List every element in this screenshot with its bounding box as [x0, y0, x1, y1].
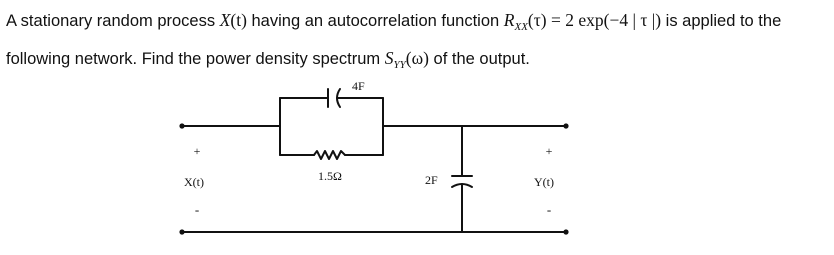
problem-text-3: is applied to the following network. Find the power density spectrum: [6, 12, 782, 68]
input-minus-sign: -: [194, 202, 200, 217]
shunt-capacitor-label: 2F: [425, 173, 438, 187]
autocorrelation-expression: $R_{XX}(\tau) = 2$ exp(−4 | τ |): [503, 10, 662, 33]
problem-text-2: having an autocorrelation function: [246, 12, 504, 30]
input-terminal-bottom: [179, 229, 184, 234]
problem-text-4: of the output.: [428, 50, 530, 68]
output-psd-symbol: $S_{YY}(\omega)$: [384, 48, 429, 71]
input-terminal-top: [179, 123, 184, 128]
output-minus-sign: -: [546, 202, 552, 217]
problem-text-1: A stationary random process: [6, 12, 220, 30]
resistor-label: 1.5Ω: [318, 169, 342, 183]
output-voltage-label: Y(t): [534, 175, 554, 189]
output-terminal-bottom: [563, 229, 568, 234]
series-capacitor-label: 4F: [352, 79, 365, 93]
input-process-symbol: X(t): [219, 10, 247, 30]
input-plus-sign: +: [193, 144, 201, 158]
output-terminal-top: [563, 123, 568, 128]
resistor-zigzag: [314, 151, 345, 159]
output-plus-sign: +: [545, 144, 553, 158]
input-voltage-label: X(t): [184, 175, 204, 189]
